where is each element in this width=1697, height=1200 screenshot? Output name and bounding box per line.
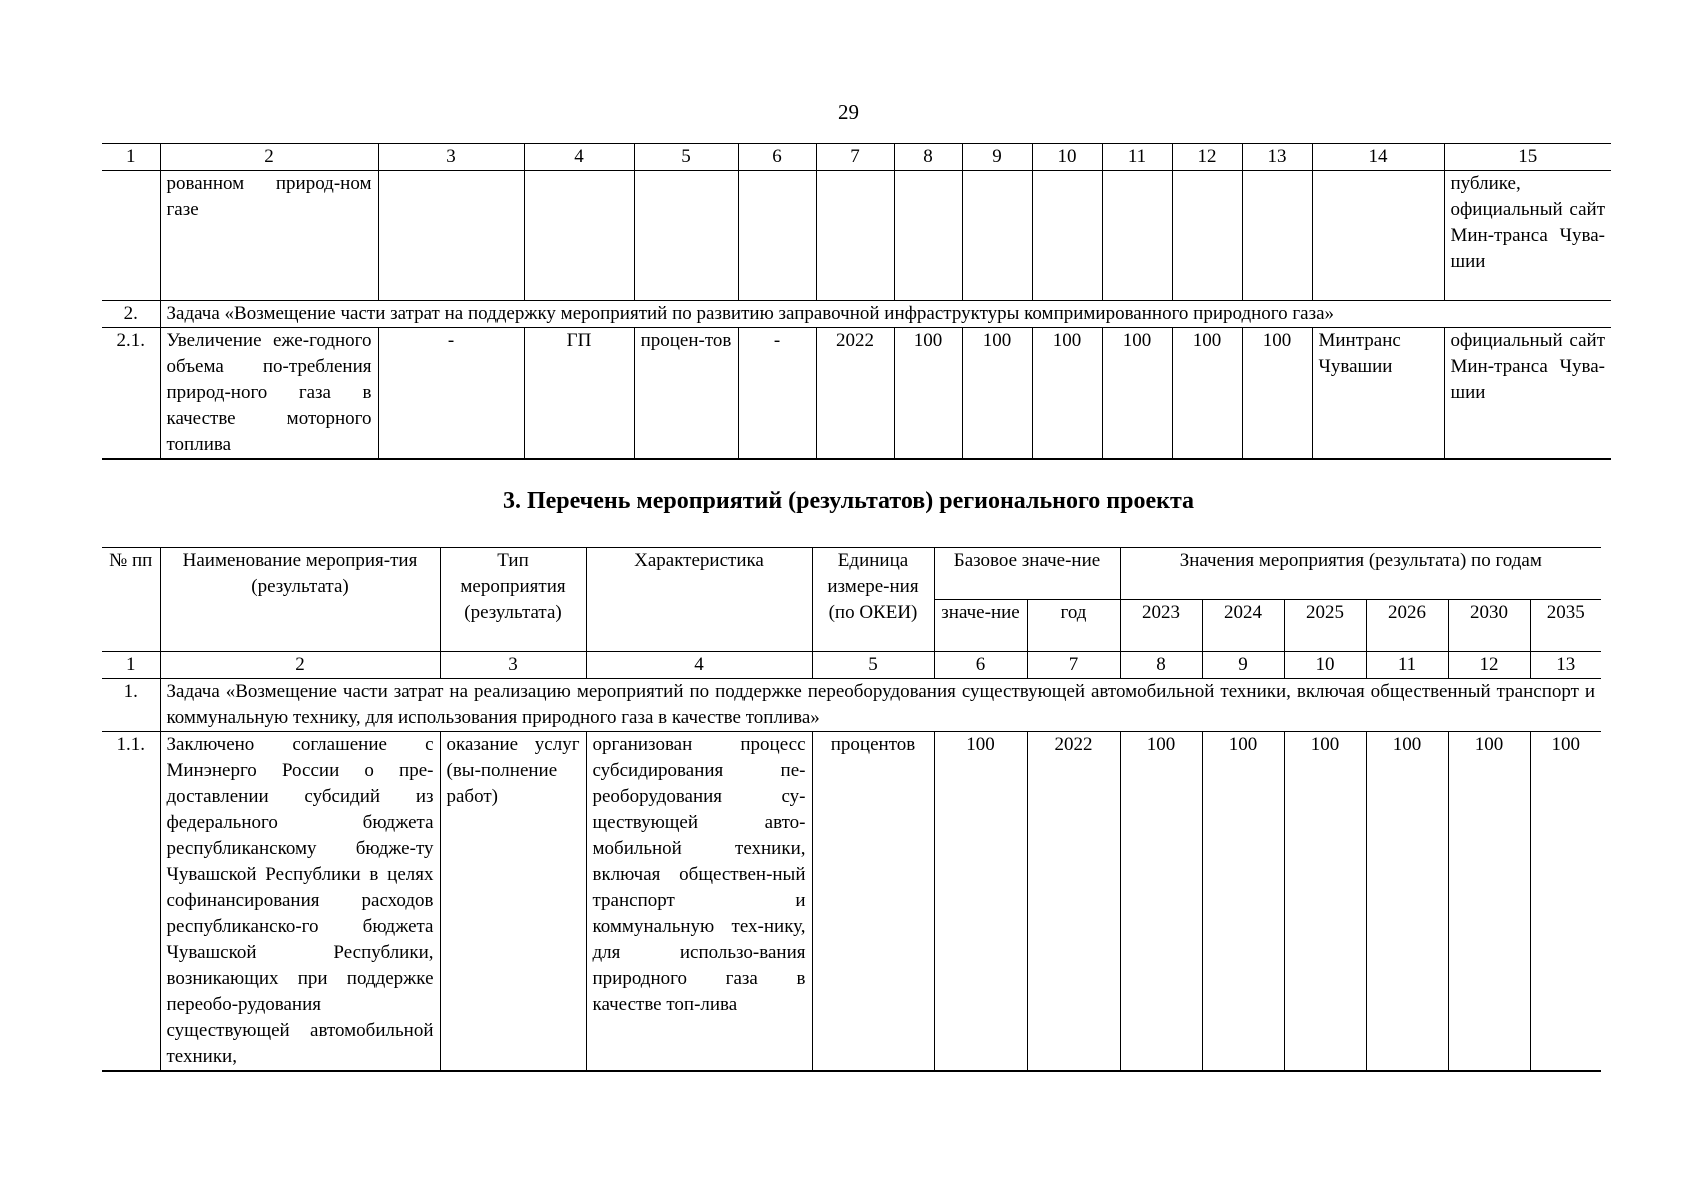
task-row — [102, 679, 1601, 732]
activity-characteristic: организован процесс субсидирования пе-реоборудования су-ществующей авто-мобильной техники, включая обществен-ный транспорт и коммунальную тех-нику, для использо-вания природного газа в качестве топ-лива — [586, 732, 812, 1072]
col-number: 3 — [440, 652, 586, 679]
row-number: 1.1. — [102, 732, 160, 1072]
task-text: Задача «Возмещение части затрат на поддержку мероприятий по развитию заправочной инфраструктуры компримированного природного газа» — [160, 301, 1611, 328]
task-number: 2. — [102, 301, 160, 328]
col-number: 5 — [634, 144, 738, 171]
col-number: 4 — [586, 652, 812, 679]
col-number: 4 — [524, 144, 634, 171]
table2-header — [102, 548, 1601, 600]
cell-value: - — [738, 328, 816, 460]
col-number: 2 — [160, 144, 378, 171]
cell-value: ГП — [524, 328, 634, 460]
col-number: 7 — [1027, 652, 1120, 679]
cell-source-continued: публике, официальный сайт Мин-транса Чува-шии — [1444, 171, 1611, 301]
task-row — [102, 301, 1611, 328]
col-number: 10 — [1032, 144, 1102, 171]
col-number: 12 — [1448, 652, 1530, 679]
activity-type: оказание услуг (вы-полнение работ) — [440, 732, 586, 1072]
col-number: 11 — [1366, 652, 1448, 679]
table-row — [102, 732, 1601, 1072]
header-characteristic: Характеристика — [586, 548, 812, 652]
header-base: Базовое значе-ние — [934, 548, 1120, 600]
activity-base-value: 100 — [934, 732, 1027, 1072]
col-number: 7 — [816, 144, 894, 171]
col-number: 10 — [1284, 652, 1366, 679]
header-number: № пп — [102, 548, 160, 652]
header-values: Значения мероприятия (результата) по годам — [1120, 548, 1601, 600]
cell-responsible: Минтранс Чувашии — [1312, 328, 1444, 460]
header-base-year: год — [1027, 600, 1120, 652]
col-number: 8 — [1120, 652, 1202, 679]
cell-value: 100 — [1172, 328, 1242, 460]
cell-source: официальный сайт Мин-транса Чува-шии — [1444, 328, 1611, 460]
col-number: 9 — [962, 144, 1032, 171]
task-number: 1. — [102, 679, 160, 732]
activity-unit: процентов — [812, 732, 934, 1072]
header-type: Тип мероприятия (результата) — [440, 548, 586, 652]
header-unit: Единица измере-ния (по ОКЕИ) — [812, 548, 934, 652]
indicators-table-continued — [102, 143, 1611, 460]
cell-unit: процен-тов — [634, 328, 738, 460]
header-year: 2030 — [1448, 600, 1530, 652]
cell-value: 100 — [894, 328, 962, 460]
cell-value: - — [378, 328, 524, 460]
header-year: 2035 — [1530, 600, 1601, 652]
cell-value: 100 — [962, 328, 1032, 460]
activity-name: Заключено соглашение с Минэнерго России о пре-доставлении субсидий из федерального бюджета республиканскому бюдже-ту Чувашской Республики в целях софинансирования расходов республиканско-го бюджета Чувашской Республики, возникающих при поддержке переобо-рудования существующей автомобильной техники, — [160, 732, 440, 1072]
col-number: 11 — [1102, 144, 1172, 171]
col-number: 14 — [1312, 144, 1444, 171]
cell-base-year: 2022 — [816, 328, 894, 460]
col-number: 1 — [102, 144, 160, 171]
col-number: 5 — [812, 652, 934, 679]
task-text: Задача «Возмещение части затрат на реализацию мероприятий по поддержке переоборудования существующей автомобильной техники, включая общественный транспорт и коммунальную технику, для использования природного газа в качестве топлива» — [160, 679, 1601, 732]
row-number: 2.1. — [102, 328, 160, 460]
col-number: 13 — [1530, 652, 1601, 679]
activity-value-2025: 100 — [1284, 732, 1366, 1072]
col-number: 2 — [160, 652, 440, 679]
indicator-name: Увеличение еже-годного объема по-требления природ-ного газа в качестве моторного топлива — [160, 328, 378, 460]
activities-table — [102, 547, 1601, 1072]
header-year: 2025 — [1284, 600, 1366, 652]
col-number: 13 — [1242, 144, 1312, 171]
table-row — [102, 171, 1611, 301]
section-title: 3. Перечень мероприятий (результатов) регионального проекта — [502, 488, 1195, 514]
cell-name-continued: рованном природ-ном газе — [160, 171, 378, 301]
header-year: 2023 — [1120, 600, 1202, 652]
activity-value-2023: 100 — [1120, 732, 1202, 1072]
activity-value-2026: 100 — [1366, 732, 1448, 1072]
page-number: 29 — [838, 100, 859, 124]
table1-column-numbers — [102, 144, 1611, 171]
col-number: 12 — [1172, 144, 1242, 171]
header-year: 2024 — [1202, 600, 1284, 652]
col-number: 1 — [102, 652, 160, 679]
col-number: 15 — [1444, 144, 1611, 171]
col-number: 8 — [894, 144, 962, 171]
col-number: 6 — [934, 652, 1027, 679]
col-number: 3 — [378, 144, 524, 171]
header-name: Наименование мероприя-тия (результата) — [160, 548, 440, 652]
cell-value: 100 — [1032, 328, 1102, 460]
activity-base-year: 2022 — [1027, 732, 1120, 1072]
col-number: 6 — [738, 144, 816, 171]
table2-column-numbers — [102, 652, 1601, 679]
table-row — [102, 328, 1611, 460]
header-base-value: значе-ние — [934, 600, 1027, 652]
header-year: 2026 — [1366, 600, 1448, 652]
activity-value-2030: 100 — [1448, 732, 1530, 1072]
cell-value: 100 — [1242, 328, 1312, 460]
cell-value: 100 — [1102, 328, 1172, 460]
activity-value-2035: 100 — [1530, 732, 1601, 1072]
col-number: 9 — [1202, 652, 1284, 679]
activity-value-2024: 100 — [1202, 732, 1284, 1072]
